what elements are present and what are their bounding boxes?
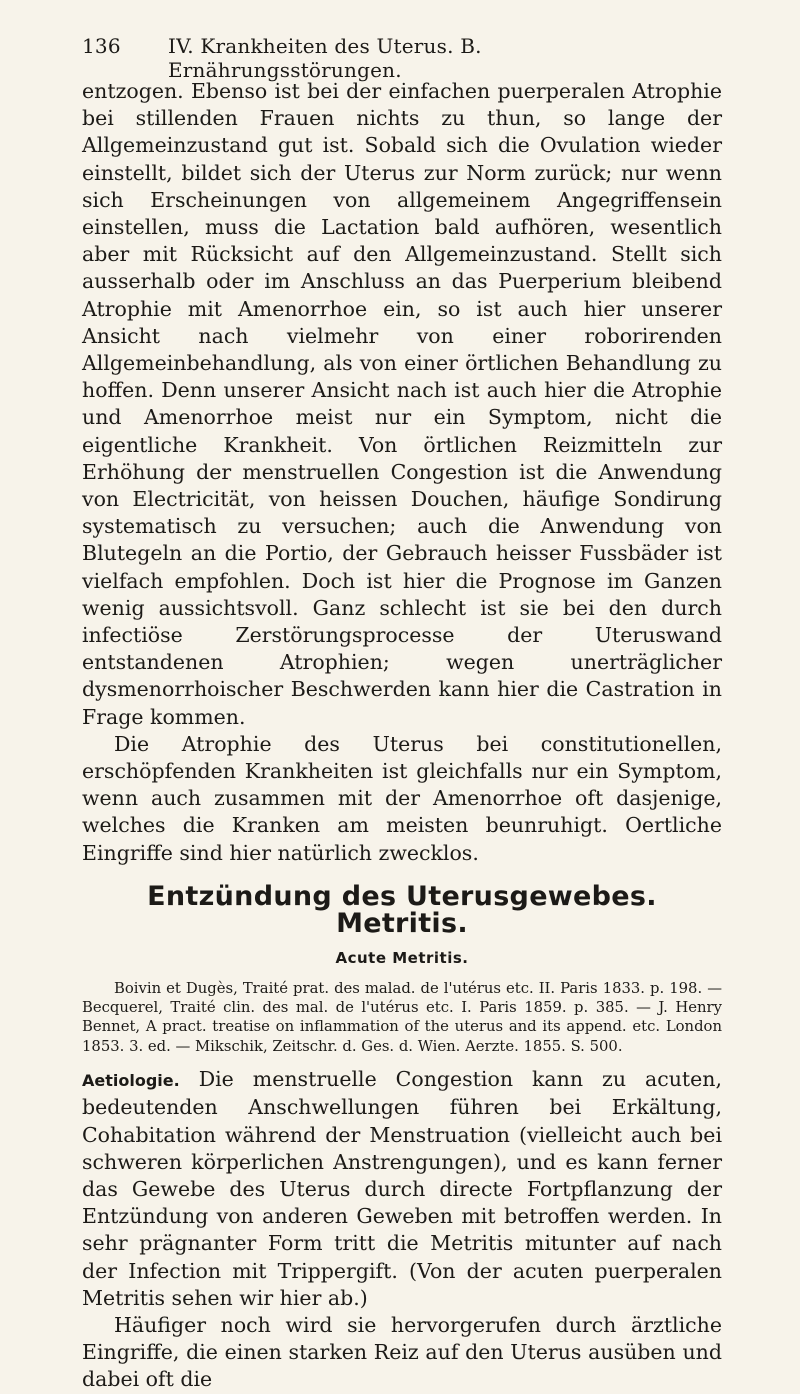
aetiology-heading: Aetiologie. bbox=[82, 1071, 180, 1091]
page-header bbox=[82, 34, 720, 82]
page-number: 136 bbox=[82, 34, 121, 58]
running-title: IV. Krankheiten des Uterus. B. Ernährungsstörungen. bbox=[168, 34, 482, 82]
paragraph-last: Häufiger noch wird sie hervorgerufen durch ärztliche Eingriffe, die einen starken Reiz auf den Uterus ausüben und dabei oft die bbox=[82, 1312, 722, 1392]
paragraph-continuation: entzogen. Ebenso ist bei der einfachen puerperalen Atrophie bei stillenden Frauen nichts zu thun, so lange der Allgemeinzustand gut ist. Sobald sich die Ovulation wieder einstellt, bildet sich der Uterus zur Norm zurück; nur wenn sich Erscheinungen von allgemeinem Angegriffensein einstellen, muss die Lactation bald aufhören, wesentlich aber mit Rücksicht auf den Allgemeinzustand. Stellt sich ausserhalb oder im Anschluss an das Puerperium bleibend Atrophie mit Amenorrhoe ein, so ist auch hier unserer Ansicht nach vielmehr von einer roborirenden Allgemeinbehandlung, als von einer örtlichen Behandlung zu hoffen. Denn unserer Ansicht nach ist auch hier die Atrophie und Amenorrhoe meist nur ein Symptom, nicht die eigentliche Krankheit. Von örtlichen Reizmitteln zur Erhöhung der menstruellen Congestion ist die Anwendung von Electricität, von heissen Douchen, häufige Sondirung systematisch zu versuchen; auch die Anwendung von Blutegeln an die Portio, der Gebrauch heisser Fussbäder ist vielfach empfohlen. Doch ist hier die Prognose im Ganzen wenig aussichtsvoll. Ganz schlecht ist sie bei den durch infectiöse Zerstörungsprocesse der Uteruswand entstandenen Atrophien; wegen unerträglicher dysmenorrhoischer Beschwerden kann hier die Castration in Frage kommen. bbox=[82, 79, 722, 729]
paragraph-aetiology bbox=[82, 1066, 722, 1312]
aetiology-text: Die menstruelle Congestion kann zu acuten, bedeutenden Anschwellungen führen bei Erkältung, Cohabitation während der Menstruation (vielleicht auch bei schweren körperlichen Anstrengungen), und es kann ferner das Gewebe des Uterus durch directe Fortpflanzung der Entzündung von anderen Geweben mit betroffen werden. In sehr prägnanter Form tritt die Metritis mitunter auf nach der Infection mit Trippergift. (Von der acuten puerperalen Metritis sehen wir hier ab.) bbox=[82, 1067, 722, 1310]
page-body bbox=[82, 78, 722, 1394]
section-title: Entzündung des Uterusgewebes. Metritis. bbox=[147, 880, 657, 940]
literature-references: Boivin et Dugès, Traité prat. des malad. de l'utérus etc. II. Paris 1833. p. 198. — Becquerel, Traité clin. des mal. de l'utérus etc. I. Paris 1859. p. 385. — J. Henry Bennet, A pract. treatise on inflammation of the uterus and its append. etc. London 1853. 3. ed. — Mikschik, Zeitschr. d. Ges. d. Wien. Aerzte. 1855. S. 500. bbox=[82, 979, 722, 1055]
paragraph-atrophy: Die Atrophie des Uterus bei constitutionellen, erschöpfenden Krankheiten ist gleichfalls nur ein Symptom, wenn auch zusammen mit der Amenorrhoe oft dasjenige, welches die Kranken am meisten beunruhigt. Oertliche Eingriffe sind hier natürlich zwecklos. bbox=[82, 731, 722, 865]
subsection-title: Acute Metritis. bbox=[335, 949, 469, 968]
